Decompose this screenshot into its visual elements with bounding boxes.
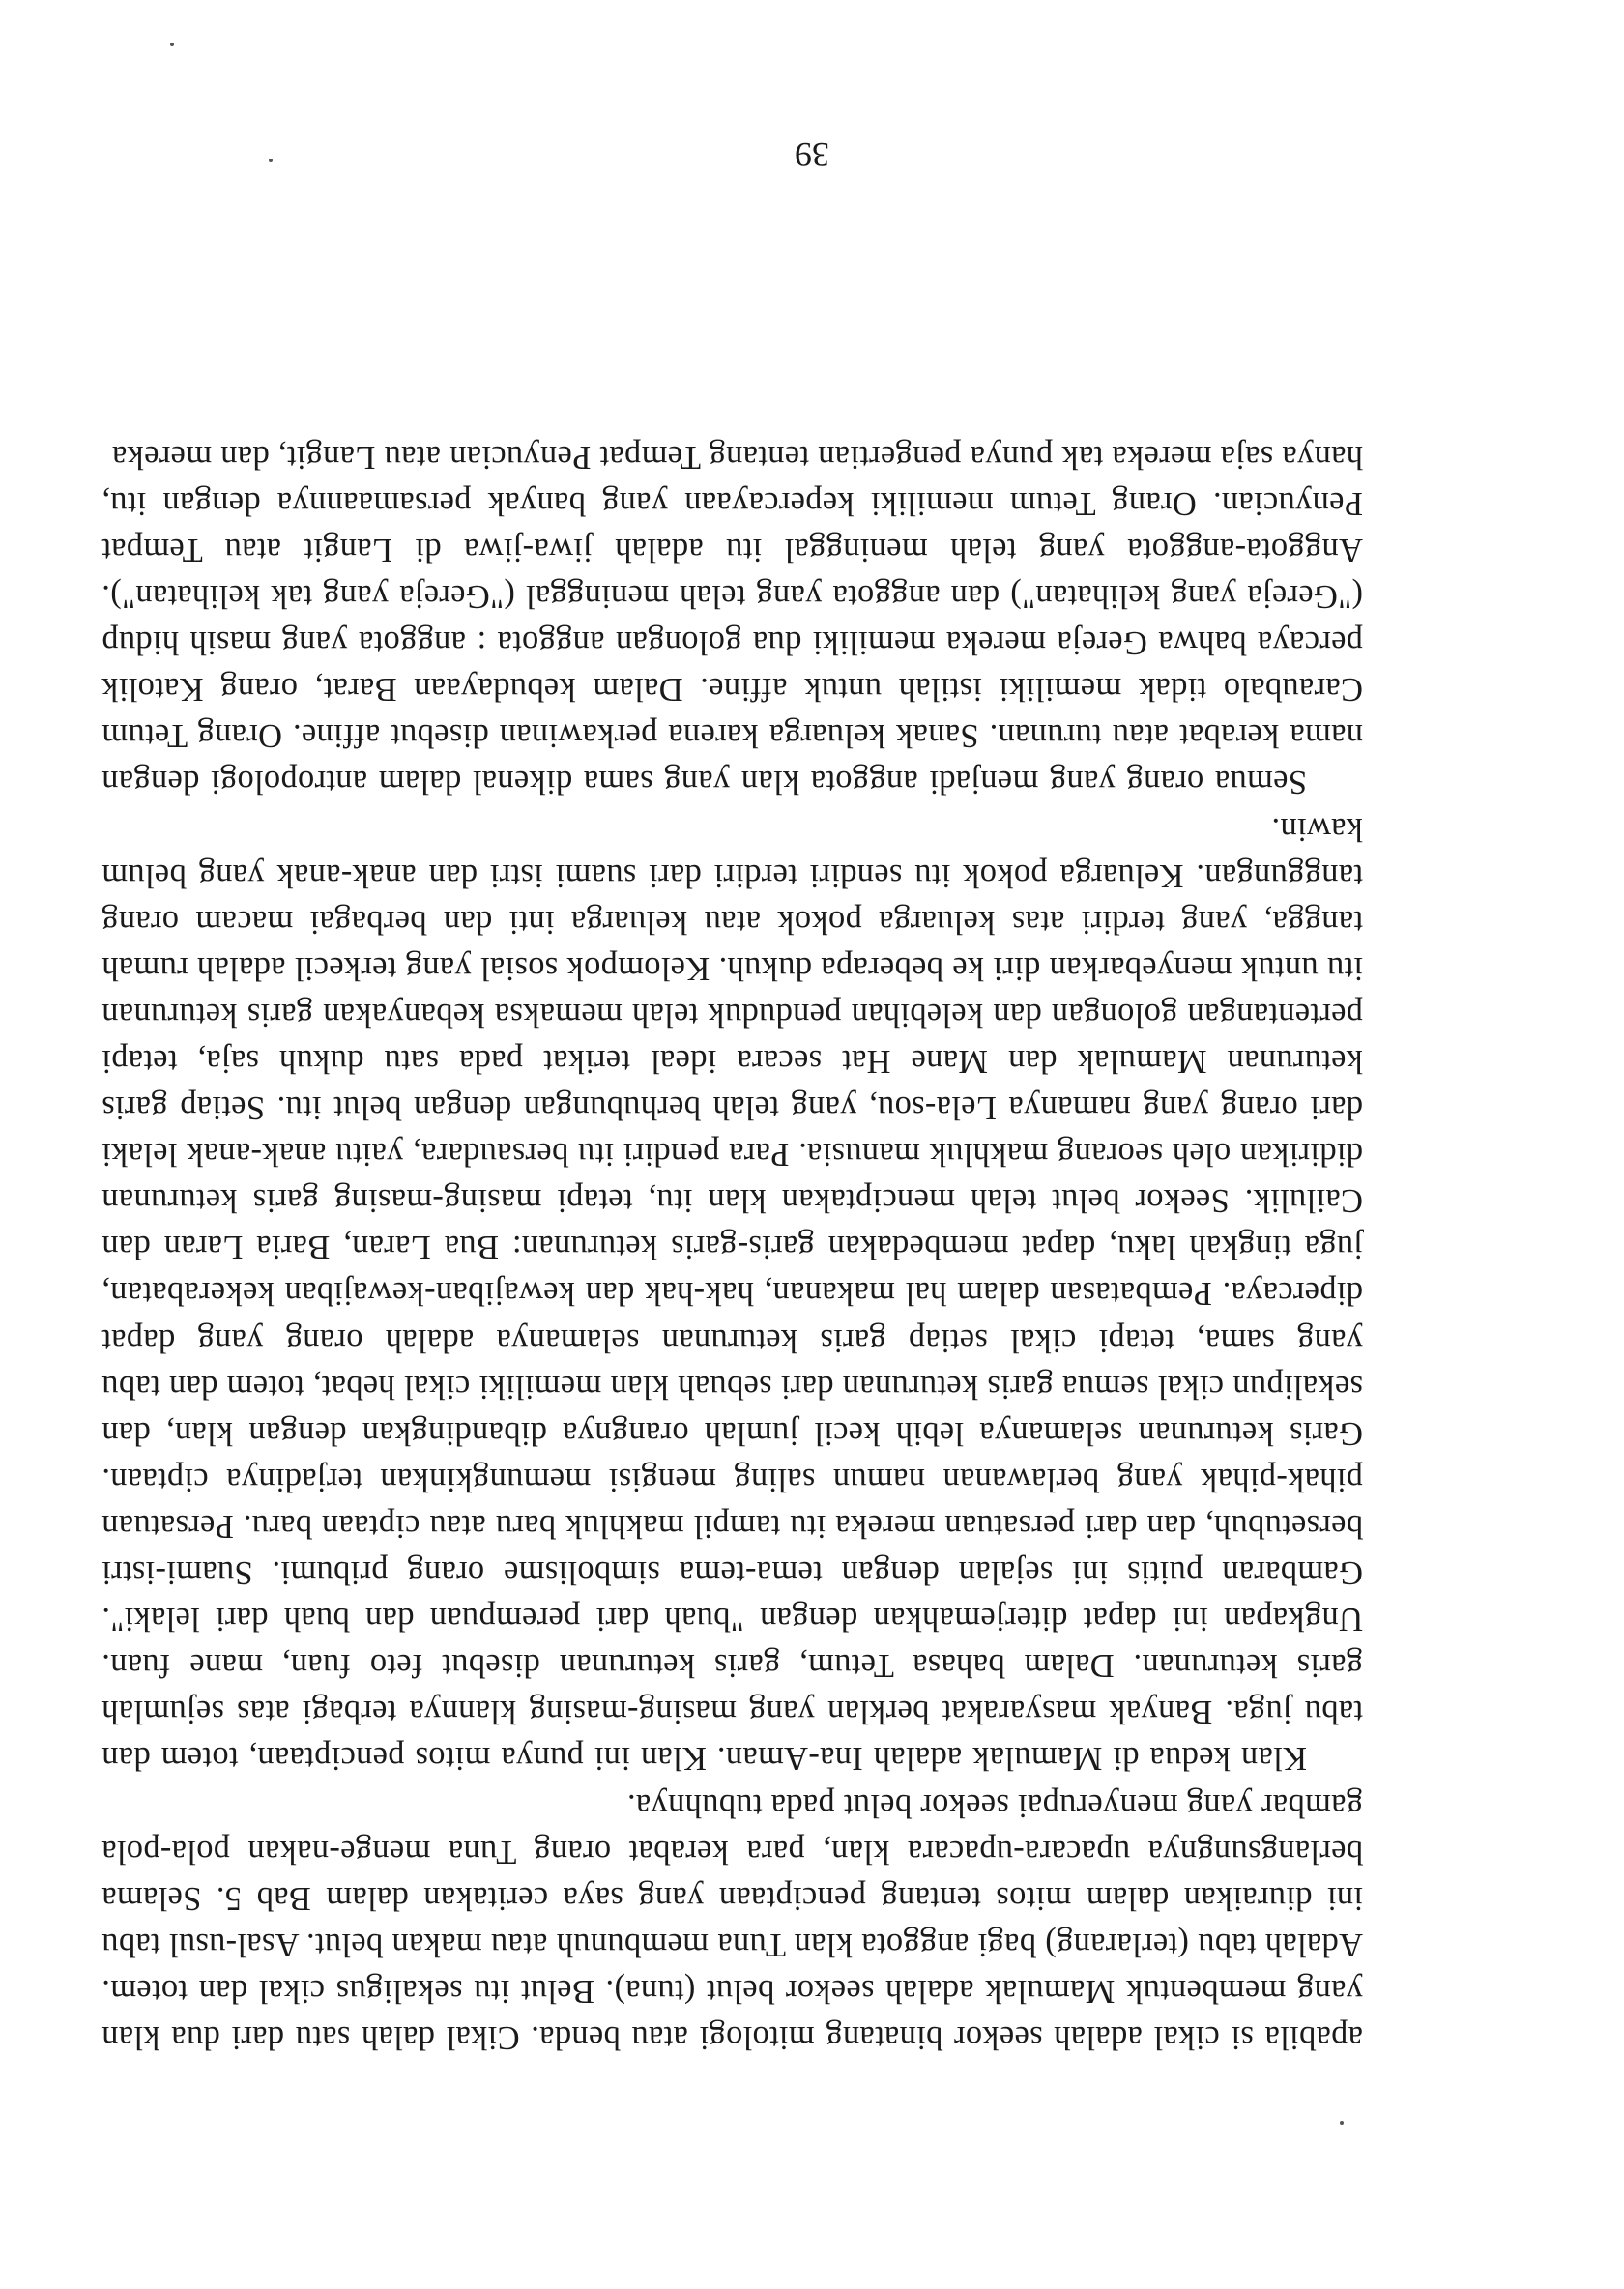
paragraph-kinship-terms: Semua orang yang menjadi anggota klan yang sama dikenal dalam antropologi dengan nama kerabat atau turunan. Sanak keluarga karena perkawinan disebut affine. Orang Tetum Caraubalo tidak memiliki istilah untuk affine. Dalam kebudayaan Barat, orang Katolik percaya bahwa Gereja mereka memiliki dua golongan anggota : anggota yang masih hidup ("Gereja yang kelihatan") dan anggota yang telah meninggal ("Gereja yang tak kelihatan"). Anggota-anggota yang telah meninggal itu adalah jiwa-jiwa di Langit atau Tempat Penyucian. Orang Tetum memiliki kepercayaan yang banyak persamaannya dengan itu, hanya saja mereka tak punya pengertian tentang Tempat Penyucian atau Langit, dan mereka [102, 438, 1363, 801]
page-number: 39 [795, 135, 829, 174]
scan-speck [170, 43, 174, 46]
paragraph-ina-aman-clan: Klan kedua di Mamulak adalah Ina-Aman. Klan ini punya mitos penciptaan, totem dan tabu juga. Banyak masyarakat berklan yang masing-masing klannya terbagi atas sejumlah garis keturunan. Dalam bahasa Tetum, garis keturunan disebut feto fuan, mane fuan. Ungkapan ini dapat diterjemahkan dengan "buah dari perempuan dan buah dari lelaki". Gambaran puitis ini sejalan dengan tema-tema simbolisme orang pribumi. Suami-istri bersetubuh, dan dari persatuan mereka itu tampil makhluk baru atau ciptaan baru. Persatuan pihak-pihak yang berlawanan namun saling mengisi memungkinkan terjadinya ciptaan. Garis keturunan selamanya lebih kecil jumlah orangnya dibandingkan dengan klan, dan sekalipun cikal semua garis keturunan dari sebuah klan memiliki cikal hebat, totem dan tabu yang sama, tetapi cikal setiap garis keturunan selamanya adalah orang yang dapat dipercaya. Pembatasan dalam hal makanan, hak-hak dan kewajiban-kewajiban kekerabatan, juga tingkah laku, dapat membedakan garis-garis keturunan: Bua Laran, Baria Laran dan Cailulik. Seekor belut telah menciptakan klan itu, tetapi masing-masing garis keturunan didirikan oleh seorang makhluk manusia. Para pendiri itu bersaudara, yaitu anak-anak lelaki dari orang yang namanya Lela-sou, yang telah berhubungan dengan belut itu. Setiap garis keturunan Mamulak dan Mane Hat secara ideal terikat pada satu dukuh saja, tetapi pertentangan golongan dan kelebihan penduduk telah memaksa kebanyakan garis keturunan itu untuk menyebarkan diri ke beberapa dukuh. Kelompok sosial yang terkecil adalah rumah tangga, yang terdiri atas keluarga pokok atau keluarga inti dan berbagai macam orang tanggungan. Keluarga pokok itu sendiri terdiri dari suami istri dan anak-anak yang belum kawin. [102, 810, 1363, 1778]
scan-speck [1340, 2121, 1344, 2125]
body-text [102, 434, 1363, 2061]
scan-speck [269, 159, 273, 162]
paragraph-tuna-clan: apabila si cikal adalah seekor binatang mitologi atau benda. Cikal dalah satu dari dua klan yang membentuk Mamulak adalah seekor belut (tuna). Belut itu sekaligus cikal dan totem. Adalah tabu (terlarang) bagi anggota klan Tuna membunuh atau makan belut. Asal-usul tabu ini diuraikan dalam mitos tentang penciptaan yang saya ceritakan dalam Bab 5. Selama berlangsungnya upacara-upacara klan, para kerabat orang Tuna menge-nakan pola-pola gambar yang menyerupai seekor belut pada tubuhnya. [102, 1786, 1363, 2056]
